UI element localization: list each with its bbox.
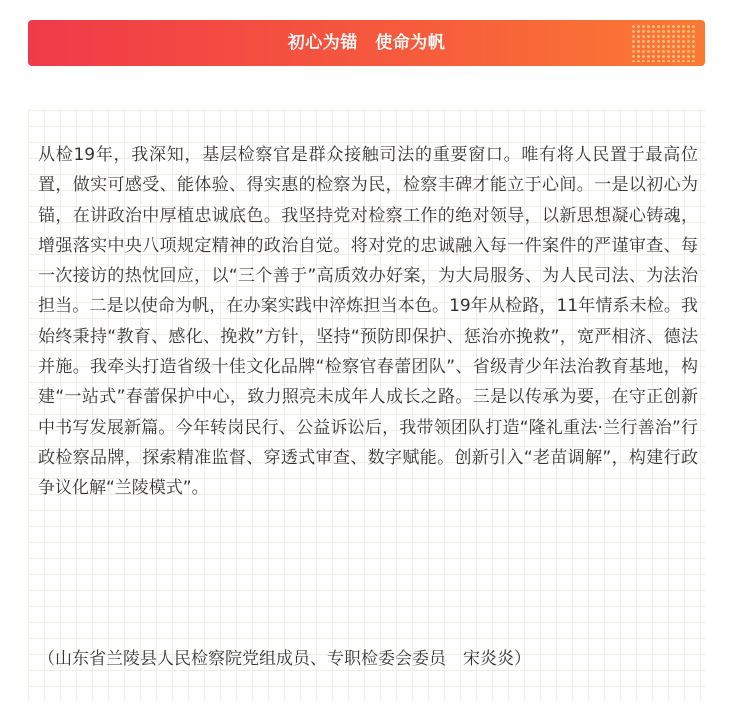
article-body: 从检19年，我深知，基层检察官是群众接触司法的重要窗口。唯有将人民置于最高位置，做实可感受、能体验、得实惠的检察为民，检察丰碑才能立于心间。一是以初心为锚，在讲政治中厚植忠诚底色。我坚持党对检察工作的绝对领导，以新思想凝心铸魂，增强落实中央八项规定精神的政治自觉。将对党的忠诚融入每一件案件的严谨审查、每一次接访的热忱回应，以“三个善于”高质效办好案，为大局服务、为人民司法、为法治担当。二是以使命为帆，在办案实践中淬炼担当本色。19年从检路，11年情系未检。我始终秉持“教育、感化、挽救”方针，坚持“预防即保护、惩治亦挽救”，宽严相济、德法并施。我牵头打造省级十佳文化品牌“检察官春蕾团队”、省级青少年法治教育基地，构建“一站式”春蕾保护中心，致力照亮未成年人成长之路。三是以传承为要，在守正创新中书写发展新篇。今年转岗民行、公益诉讼后，我带领团队打造“隆礼重法·兰行善治”行政检察品牌，探索精准监督、穿透式审查、数字赋能。创新引入“老苗调解”，构建行政争议化解“兰陵模式”。	[38, 145, 698, 499]
banner-title: 初心为锚 使命为帆	[287, 33, 446, 53]
title-banner	[28, 20, 705, 66]
author-signature: （山东省兰陵县人民检察院党组成员、专职检委会委员 宋炎炎）	[38, 649, 531, 669]
